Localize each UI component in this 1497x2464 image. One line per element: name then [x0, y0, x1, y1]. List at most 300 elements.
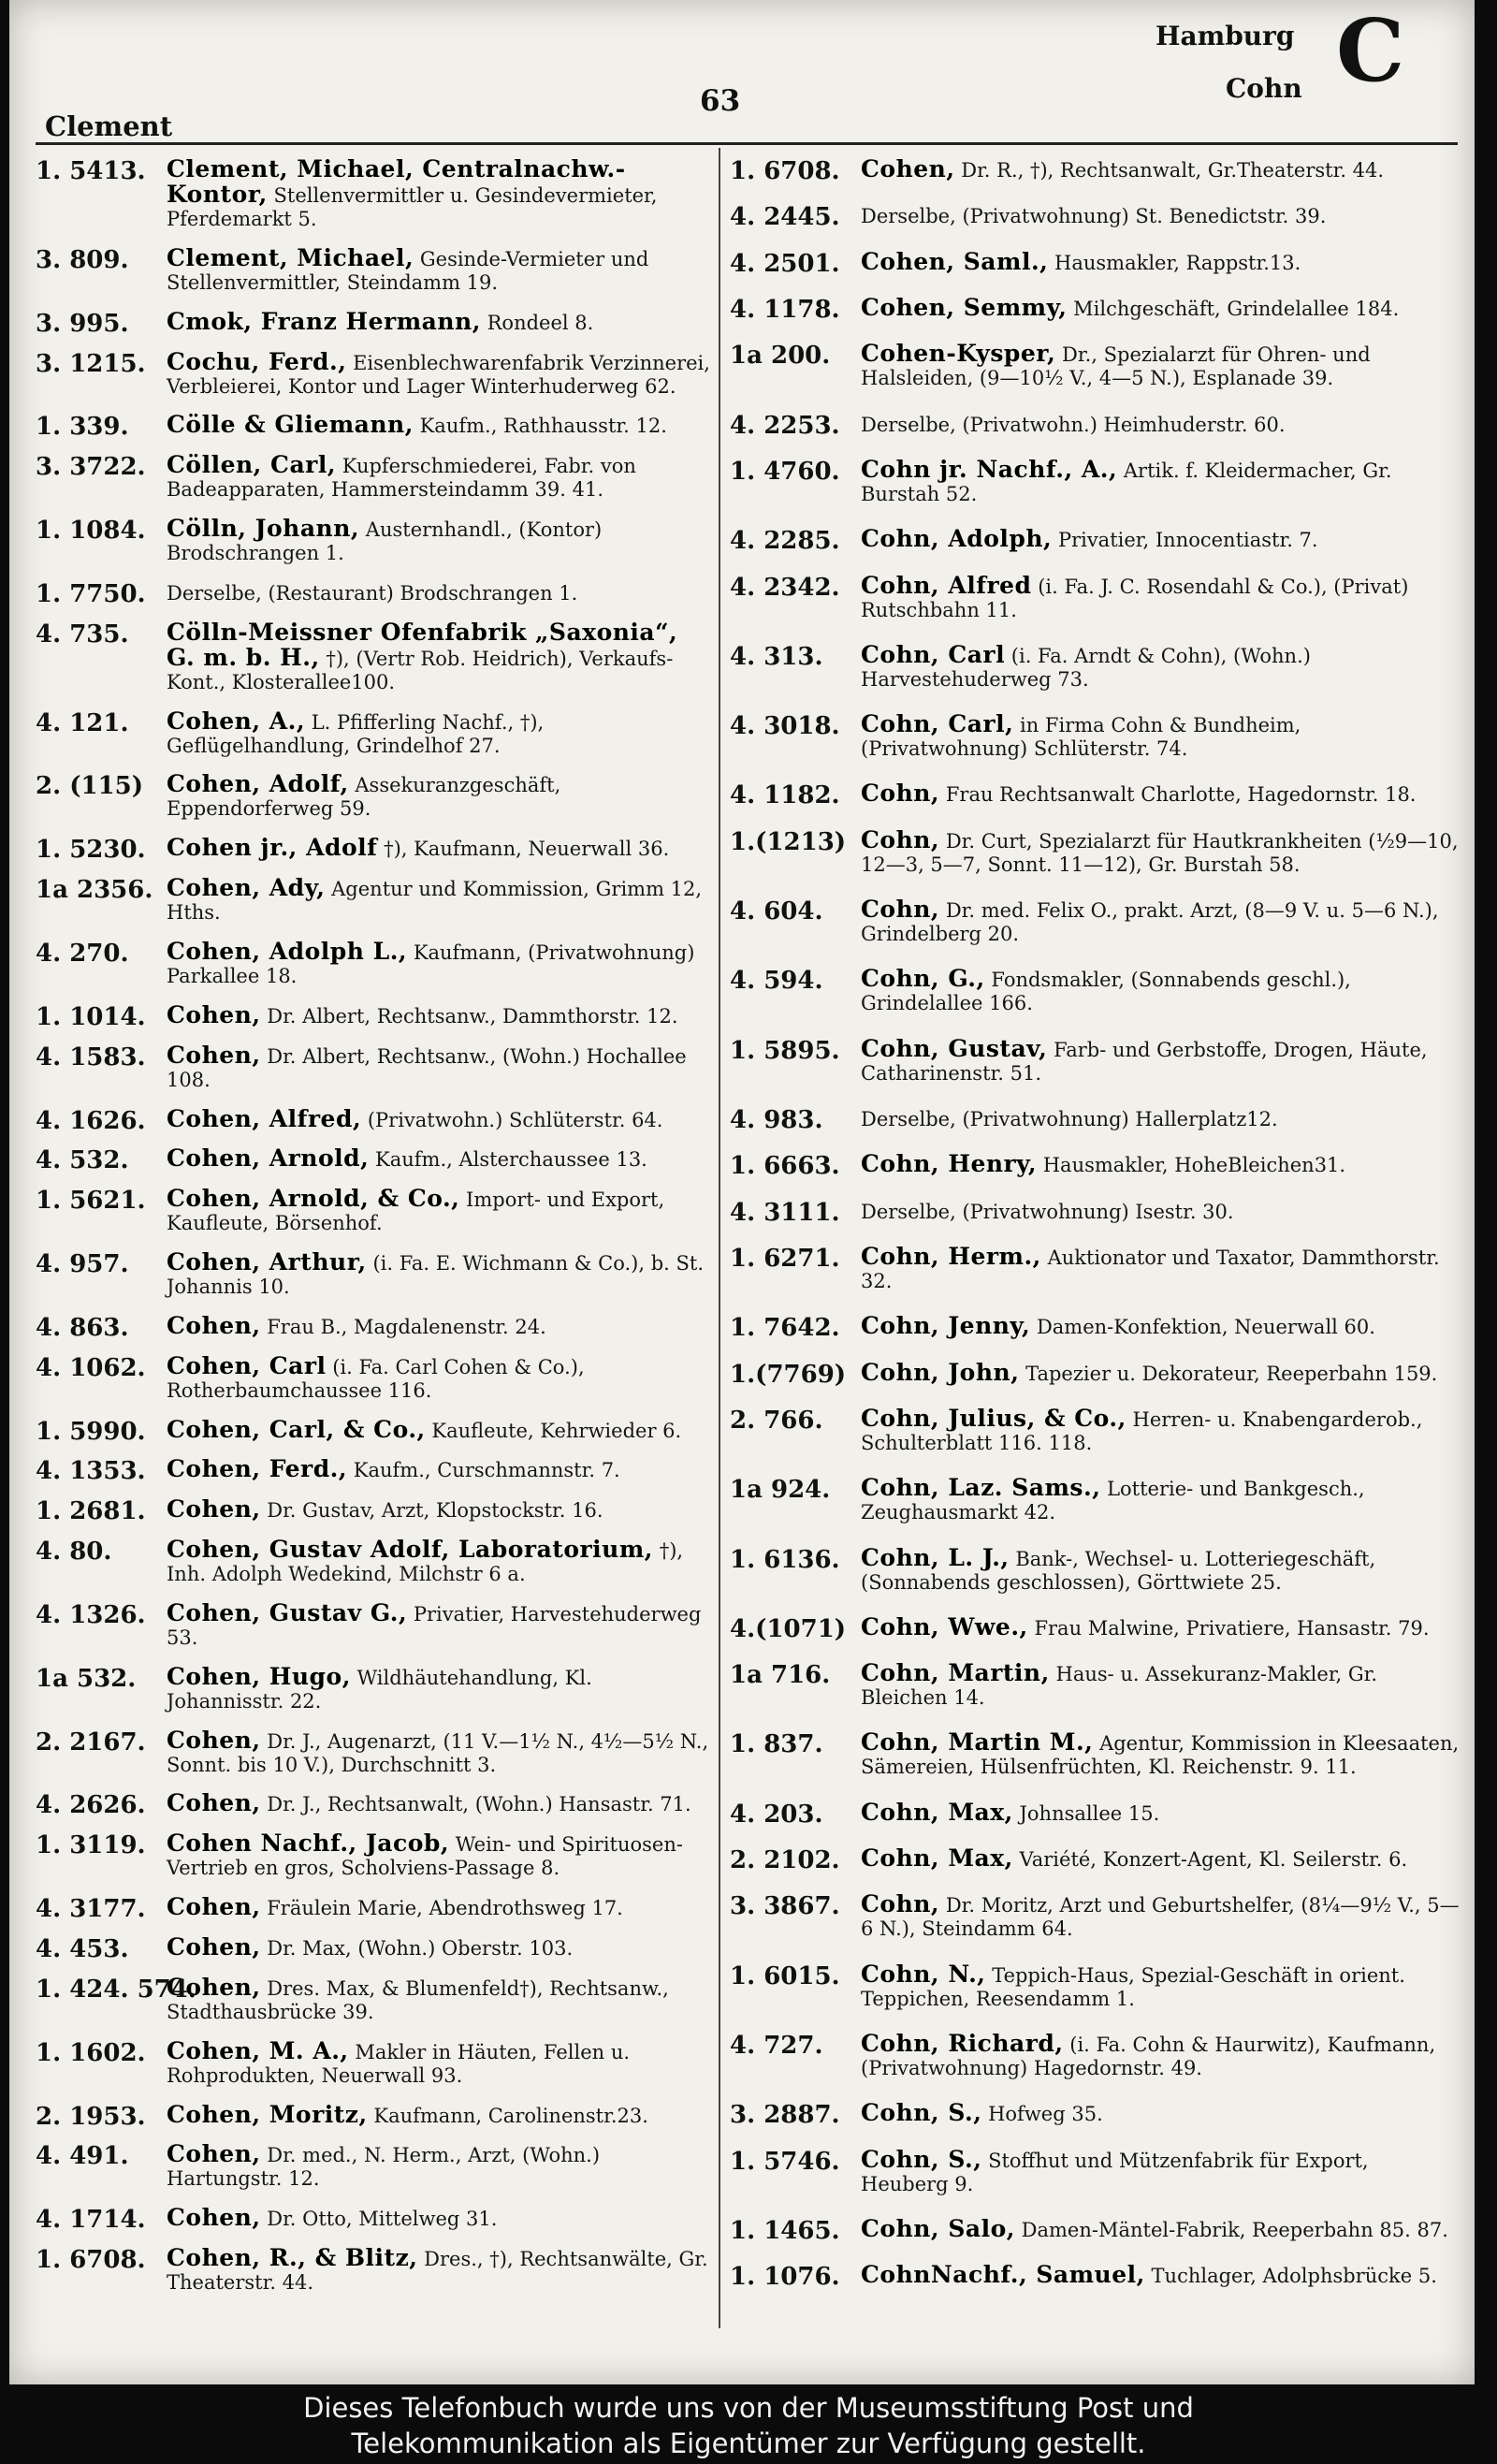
- entry-name: Cohn,: [861, 825, 940, 853]
- footer-line-2: Telekommunikation als Eigentümer zur Verfügung gestellt.: [351, 2428, 1146, 2459]
- entry-body: [861, 1242, 1460, 1293]
- entry-body: [167, 1791, 711, 1816]
- entry-body: [861, 1358, 1460, 1386]
- directory-entry: [730, 1034, 1460, 1086]
- entry-body: [861, 781, 1460, 807]
- entry-body: [861, 455, 1460, 506]
- entry-phone-number: 3. 995.: [36, 309, 129, 338]
- entry-body: [167, 1831, 711, 1880]
- entry-details: L. Pfifferling Nachf., †), Geflügelhandlung, Grindelhof 27.: [167, 710, 545, 757]
- entry-body: [167, 453, 711, 502]
- directory-entry: [36, 1893, 711, 1924]
- directory-entry: [36, 2204, 711, 2235]
- entry-phone-number: 1.(7769): [730, 1360, 847, 1389]
- entry-body: [167, 517, 711, 565]
- entry-phone-number: 3. 2887.: [730, 2101, 840, 2130]
- entry-name: Cohen,: [167, 1789, 261, 1817]
- entry-phone-number: 2. 766.: [730, 1406, 823, 1435]
- entry-name: Cohn, Jenny,: [861, 1312, 1031, 1340]
- entry-details: †), Kaufmann, Neuerwall 36.: [384, 838, 670, 861]
- entry-name: Cohn, Salo,: [861, 2214, 1015, 2242]
- entry-body: [167, 347, 711, 399]
- entry-phone-number: 4. 2342.: [730, 573, 840, 602]
- entry-phone-number: 4. 453.: [36, 1935, 129, 1963]
- entry-body: [167, 1351, 711, 1403]
- entry-name: Cohn, Carl,: [861, 710, 1014, 738]
- entry-body: [167, 2036, 711, 2088]
- directory-entry: [36, 579, 711, 608]
- entry-phone-number: 4. 80.: [36, 1538, 112, 1567]
- left-column: [36, 157, 711, 2310]
- entry-details: Kupferschmiederei, Fabr. von Badeapparaten, Hammersteindamm 39. 41.: [167, 455, 636, 502]
- entry-phone-number: 1. 5895.: [730, 1036, 840, 1065]
- entry-body: [167, 1146, 711, 1172]
- entry-name: Cohen,: [167, 1973, 261, 2001]
- entry-details: Haus- u. Assekuranz-Makler, Gr. Bleichen 14.: [861, 1663, 1378, 1710]
- directory-entry: [730, 712, 1460, 761]
- entry-name: Cöllen, Carl,: [167, 451, 337, 479]
- entry-body: [167, 157, 711, 231]
- directory-entry: [730, 155, 1460, 185]
- directory-entry: [36, 1250, 711, 1299]
- entry-body: [167, 836, 711, 861]
- entry-body: [167, 1895, 711, 1920]
- entry-phone-number: 1. 5413.: [36, 157, 146, 185]
- entry-body: [167, 2100, 711, 2128]
- entry-phone-number: 4. 3018.: [730, 712, 840, 741]
- entry-details: Dres. Max, & Blumenfeld†), Rechtsanw., Stadthausbrücke 39.: [167, 1976, 669, 2023]
- entry-body: [167, 580, 711, 605]
- header-last-name: Cohn: [1226, 73, 1302, 104]
- entry-body: [167, 1538, 711, 1586]
- directory-entry: [36, 1935, 711, 1961]
- entry-name: Cohn, S.,: [861, 2099, 982, 2127]
- entry-name: Cohen-Kysper,: [861, 340, 1056, 368]
- entry-name: Cölln-Meissner Ofenfabrik „Saxonia“, G. m. b. H.,: [167, 618, 678, 671]
- entry-name: Cohen, A.,: [167, 707, 306, 735]
- directory-entry: [730, 2261, 1460, 2292]
- entry-details: Teppich-Haus, Spezial-Geschäft in orient. Teppichen, Reesendamm 1.: [861, 1963, 1405, 2010]
- directory-entry: [36, 1104, 711, 1135]
- entry-name: Cohn, Gustav,: [861, 1034, 1048, 1062]
- directory-entry: [730, 897, 1460, 946]
- entry-details: Kaufm., Alsterchaussee 13.: [375, 1148, 647, 1172]
- entry-phone-number: 4. 2501.: [730, 249, 840, 278]
- entry-name: Cohen, Arnold,: [167, 1145, 370, 1173]
- entry-phone-number: 1a 716.: [730, 1661, 831, 1690]
- directory-entry: [36, 709, 711, 758]
- entry-name: Cohen,: [167, 2140, 261, 2168]
- entry-name: Cohn, Henry,: [861, 1150, 1038, 1178]
- entry-details: †), (Vertr Rob. Heidrich), Verkaufs-Kont., Klosterallee100.: [167, 647, 674, 693]
- entry-body: [861, 157, 1460, 182]
- directory-entry: [36, 1000, 711, 1031]
- entry-details: Stellenvermittler u. Gesindevermieter, Pferdemarkt 5.: [167, 184, 658, 230]
- entry-phone-number: 1. 3119.: [36, 1831, 146, 1860]
- entry-details: Dr. J., Rechtsanwalt, (Wohn.) Hansastr. 71.: [267, 1793, 691, 1816]
- entry-details: Kaufm., Rathhausstr. 12.: [419, 415, 667, 438]
- directory-entry: [730, 1892, 1460, 1941]
- entry-details: Makler in Häuten, Fellen u. Rohprodukten, Neuerwall 93.: [167, 2040, 631, 2087]
- directory-entry: [36, 834, 711, 865]
- entry-details: Frau B., Magdalenenstr. 24.: [267, 1315, 546, 1338]
- entry-name: Cohen,: [167, 1041, 261, 1069]
- entry-phone-number: 4. 863.: [36, 1313, 129, 1342]
- entry-details: Lotterie- und Bankgesch., Zeughausmarkt 42.: [861, 1478, 1365, 1524]
- directory-entry: [730, 1242, 1460, 1293]
- entry-name: Cohen, Arthur,: [167, 1248, 367, 1276]
- entry-phone-number: 1. 5990.: [36, 1417, 146, 1446]
- entry-name: Cohn, N.,: [861, 1960, 986, 1988]
- entry-phone-number: 1. 5621.: [36, 1187, 146, 1216]
- footer-note: [0, 2384, 1497, 2464]
- directory-entry: [730, 411, 1460, 440]
- entry-details: Gesinde-Vermieter und Stellenvermittler, Steindamm 19.: [167, 247, 649, 294]
- entry-details: Hofweg 35.: [988, 2103, 1103, 2126]
- entry-body: [167, 1662, 711, 1713]
- entry-name: Cohn,: [861, 780, 940, 808]
- directory-entry: [36, 1598, 711, 1650]
- entry-name: Cohn jr. Nachf., A.,: [861, 455, 1118, 483]
- entry-name: Cohn, L. J.,: [861, 1543, 1010, 1571]
- entry-details: Privatier, Innocentiastr. 7.: [1057, 529, 1318, 552]
- entry-phone-number: 4. 1353.: [36, 1457, 146, 1486]
- entry-name: Cohen,: [167, 1933, 261, 1961]
- directory-entry: [36, 1311, 711, 1342]
- entry-phone-number: 3. 809.: [36, 245, 129, 274]
- entry-phone-number: 1. 6015.: [730, 1961, 840, 1990]
- entry-body: [861, 712, 1460, 761]
- entry-name: Cohn, G.,: [861, 965, 985, 993]
- directory-entry: [36, 1538, 711, 1586]
- entry-body: [861, 2214, 1460, 2242]
- entry-details: Kaufmann, (Privatwohnung) Parkallee 18.: [167, 940, 695, 987]
- entry-phone-number: 4. 203.: [730, 1800, 823, 1829]
- directory-entry: [36, 1728, 711, 1777]
- directory-entry: [36, 517, 711, 565]
- entry-phone-number: 1. 5230.: [36, 836, 146, 865]
- entry-name: Cölle & Gliemann,: [167, 411, 414, 439]
- entry-phone-number: 1. 6708.: [36, 2246, 146, 2275]
- entry-name: Cohn, Richard,: [861, 2030, 1064, 2057]
- entry-phone-number: 4. 983.: [730, 1106, 823, 1134]
- directory-entry: [36, 2036, 711, 2088]
- entry-name: Cohn, Max,: [861, 1798, 1013, 1826]
- entry-body: [861, 1730, 1460, 1779]
- entry-details: (i. Fa. Carl Cohen & Co.), Rotherbaumchaussee 116.: [167, 1355, 585, 1402]
- entry-phone-number: 4. 121.: [36, 708, 129, 737]
- entry-details: Dr. Otto, Mittelweg 31.: [267, 2208, 498, 2231]
- entry-body: [167, 937, 711, 988]
- entry-name: Cohn, Alfred: [861, 571, 1032, 599]
- entry-details: Austernhandl., (Kontor) Brodschrangen 1.: [167, 518, 603, 565]
- entry-details: Derselbe, (Privatwohnung) Hallerplatz12.: [861, 1108, 1278, 1130]
- directory-entry: [730, 1476, 1460, 1524]
- entry-name: CohnNachf., Samuel,: [861, 2261, 1145, 2289]
- entry-details: Rondeel 8.: [487, 311, 594, 334]
- entry-name: Cohen Nachf., Jacob,: [167, 1830, 450, 1858]
- directory-entry: [730, 825, 1460, 877]
- right-column: [730, 157, 1460, 2310]
- entry-body: [167, 1000, 711, 1028]
- entry-details: †), Inh. Adolph Wedekind, Milchstr 6 a.: [167, 1539, 684, 1586]
- entry-name: Cohen, Hugo,: [167, 1662, 351, 1690]
- footer-line-1: Dieses Telefonbuch wurde uns von der Museumsstiftung Post und: [303, 2392, 1194, 2424]
- entry-phone-number: 4. 594.: [730, 967, 823, 996]
- entry-details: Dres., †), Rechtsanwälte, Gr. Theaterstr. 44.: [167, 2248, 708, 2295]
- directory-entry: [730, 525, 1460, 556]
- entry-body: [861, 2263, 1460, 2288]
- entry-phone-number: 3. 3867.: [730, 1892, 840, 1921]
- directory-entry: [730, 1150, 1460, 1181]
- entry-name: Cohn,: [861, 896, 940, 924]
- entry-body: [167, 1311, 711, 1339]
- entry-body: [167, 413, 711, 438]
- entry-body: [861, 1892, 1460, 1941]
- entry-phone-number: 4. 1626.: [36, 1106, 146, 1135]
- directory-entry: [36, 1145, 711, 1175]
- directory-entry: [36, 2142, 711, 2191]
- directory-entry: [730, 293, 1460, 324]
- entry-name: Cohen, Moritz,: [167, 2100, 368, 2128]
- entry-name: Cohen, Alfred,: [167, 1104, 362, 1132]
- entry-name: Cohn, Carl: [861, 640, 1006, 668]
- entry-phone-number: 4. 2285.: [730, 527, 840, 556]
- entry-body: [167, 1935, 711, 1961]
- directory-entry: [730, 640, 1460, 692]
- entry-details: in Firma Cohn & Bundheim, (Privatwohnung) Schlüterstr. 74.: [861, 714, 1301, 761]
- directory-entry: [730, 2214, 1460, 2245]
- entry-body: [861, 1846, 1460, 1872]
- entry-details: Dr. J., Augenarzt, (11 V.—1½ N., 4½—5½ N., Sonnt. bis 10 V.), Durchschnitt 3.: [167, 1729, 709, 1776]
- entry-details: Kaufleute, Kehrwieder 6.: [431, 1419, 682, 1442]
- entry-details: Privatier, Harvestehuderweg 53.: [167, 1602, 702, 1649]
- entry-details: Auktionator und Taxator, Dammthorstr. 32.: [861, 1246, 1440, 1292]
- entry-details: Dr. Moritz, Arzt und Geburtshelfer, (8¼—9½ V., 5—6 N.), Steindamm 64.: [861, 1894, 1460, 1941]
- directory-entry: [730, 1358, 1460, 1389]
- entry-phone-number: 1. 424. 574.: [36, 1975, 196, 2004]
- entry-details: (i. Fa. E. Wichmann & Co.), b. St. Johannis 10.: [167, 1252, 705, 1299]
- entry-name: Cohen, Adolph L.,: [167, 937, 408, 965]
- entry-phone-number: 1a 2356.: [36, 876, 153, 905]
- entry-body: [861, 967, 1460, 1015]
- entry-body: [861, 1476, 1460, 1524]
- entry-name: Cohen, Semmy,: [861, 293, 1068, 321]
- entry-phone-number: 4. 1062.: [36, 1353, 146, 1382]
- entry-name: Cohen, Saml.,: [861, 247, 1049, 275]
- directory-entry: [36, 1415, 711, 1446]
- entry-phone-number: 4.(1071): [730, 1614, 847, 1643]
- entry-name: Cohen, Adolf,: [167, 770, 349, 798]
- entry-name: Cohen,: [167, 1311, 261, 1339]
- entry-body: [861, 2032, 1460, 2080]
- entry-details: (i. Fa. J. C. Rosendahl & Co.), (Privat) Rutschbahn 11.: [861, 575, 1409, 621]
- directory-entry: [730, 1798, 1460, 1829]
- directory-entry: [730, 203, 1460, 232]
- entry-name: Cohen jr., Adolf: [167, 834, 378, 862]
- entry-details: Tuchlager, Adolphsbrücke 5.: [1151, 2265, 1437, 2288]
- entry-details: Wildhäutehandlung, Kl. Johannisstr. 22.: [167, 1666, 592, 1713]
- entry-phone-number: 2. 2167.: [36, 1728, 146, 1757]
- entry-phone-number: 4. 270.: [36, 939, 129, 968]
- entry-phone-number: 1. 1076.: [730, 2263, 840, 2292]
- entry-details: Derselbe, (Privatwohnung) Isestr. 30.: [861, 1200, 1234, 1223]
- entry-name: Cohen,: [167, 1000, 261, 1028]
- entry-name: Cohn, S.,: [861, 2145, 982, 2173]
- entry-phone-number: 1. 6136.: [730, 1545, 840, 1574]
- entry-phone-number: 4. 727.: [730, 2032, 823, 2060]
- entry-phone-number: 4. 735.: [36, 620, 129, 649]
- directory-page: [9, 0, 1475, 2384]
- entry-phone-number: 1.(1213): [730, 827, 847, 856]
- entry-body: [167, 1187, 711, 1235]
- directory-entry: [730, 1612, 1460, 1643]
- entry-name: Cohn, Martin M.,: [861, 1728, 1094, 1757]
- entry-name: Cohn, Max,: [861, 1844, 1013, 1873]
- entry-name: Cohn, Herm.,: [861, 1242, 1041, 1270]
- entry-phone-number: 1. 837.: [730, 1730, 823, 1759]
- entry-name: Cohen, Carl, & Co.,: [167, 1415, 426, 1443]
- entry-body: [167, 2206, 711, 2231]
- entry-details: Farb- und Gerbstoffe, Drogen, Häute, Catharinenstr. 51.: [861, 1038, 1428, 1085]
- entry-body: [861, 1543, 1460, 1595]
- entry-name: Cohen, Carl: [167, 1351, 327, 1379]
- directory-entry: [36, 1495, 711, 1526]
- entry-name: Cohn,: [861, 1890, 940, 1918]
- entry-body: [167, 2246, 711, 2295]
- entry-body: [861, 527, 1460, 552]
- directory-entry: [36, 453, 711, 502]
- entry-body: [167, 1043, 711, 1092]
- entry-details: Tapezier u. Dekorateur, Reeperbahn 159.: [1025, 1362, 1438, 1385]
- entry-name: Cohen, Ferd.,: [167, 1455, 348, 1483]
- entry-body: [861, 1798, 1460, 1826]
- entry-body: [861, 1404, 1460, 1455]
- entry-details: Kaufmann, Carolinenstr.23.: [373, 2104, 648, 2127]
- directory-entry: [730, 780, 1460, 810]
- directory-entry: [36, 1187, 711, 1235]
- directory-entry: [730, 571, 1460, 622]
- entry-phone-number: 1. 1014.: [36, 1002, 146, 1031]
- directory-entry: [730, 455, 1460, 506]
- entry-body: [167, 1728, 711, 1777]
- entry-name: Cohn, Martin,: [861, 1659, 1050, 1687]
- column-divider: [719, 148, 720, 2328]
- entry-details: (i. Fa. Arndt & Cohn), (Wohn.) Harvestehuderweg 73.: [861, 644, 1311, 691]
- entry-phone-number: 4. 2445.: [730, 203, 840, 232]
- entry-phone-number: 1. 1084.: [36, 517, 146, 546]
- entry-phone-number: 4. 3177.: [36, 1895, 146, 1924]
- entry-phone-number: 1. 7642.: [730, 1314, 840, 1343]
- entry-phone-number: 4. 1178.: [730, 295, 840, 324]
- entry-details: Assekuranzgeschäft, Eppendorferweg 59.: [167, 774, 561, 821]
- entry-body: [861, 412, 1460, 437]
- entry-body: [167, 1104, 711, 1132]
- entry-details: Stoffhut und Mützenfabrik für Export, Heuberg 9.: [861, 2149, 1369, 2195]
- entry-body: [861, 1612, 1460, 1640]
- entry-phone-number: 4. 2253.: [730, 411, 840, 440]
- entry-details: Fondsmakler, (Sonnabends geschl.), Grindelallee 166.: [861, 969, 1351, 1015]
- directory-entry: [36, 1455, 711, 1486]
- entry-body: [861, 640, 1460, 692]
- entry-body: [861, 1314, 1460, 1339]
- entry-body: [861, 1962, 1460, 2011]
- directory-entry: [36, 620, 711, 694]
- entry-body: [167, 1497, 711, 1523]
- directory-entry: [36, 307, 711, 338]
- entry-details: (i. Fa. Cohn & Haurwitz), Kaufmann, (Privatwohnung) Hagedornstr. 49.: [861, 2034, 1436, 2079]
- entry-name: Cohen,: [167, 2204, 261, 2232]
- header-city: Hamburg: [1155, 21, 1295, 51]
- entry-details: Hausmakler, Rappstr.13.: [1054, 251, 1301, 274]
- entry-name: Cohen,: [167, 1726, 261, 1754]
- entry-details: Derselbe, (Privatwohn.) Heimhuderstr. 60.: [861, 413, 1286, 436]
- entry-phone-number: 4. 957.: [36, 1250, 129, 1279]
- entry-body: [167, 620, 711, 694]
- entry-body: [861, 1199, 1460, 1224]
- entry-details: Milchgeschäft, Grindelallee 184.: [1073, 297, 1400, 320]
- directory-entry: [36, 411, 711, 442]
- entry-name: Cohen,: [167, 1893, 261, 1921]
- directory-entry: [36, 2100, 711, 2131]
- entry-details: Dr. Albert, Rechtsanw., (Wohn.) Hochallee 108.: [167, 1044, 687, 1091]
- directory-entry: [730, 1543, 1460, 1595]
- entry-details: Damen-Konfektion, Neuerwall 60.: [1036, 1316, 1375, 1339]
- entry-name: Cohn, Adolph,: [861, 525, 1053, 553]
- entry-body: [167, 1457, 711, 1482]
- directory-entry: [36, 1973, 711, 2024]
- entry-name: Cohen,: [861, 155, 955, 182]
- directory-entry: [730, 1844, 1460, 1875]
- entry-body: [167, 1598, 711, 1650]
- page-number: 63: [700, 84, 741, 118]
- entry-details: (Privatwohn.) Schlüterstr. 64.: [367, 1108, 663, 1131]
- directory-entry: [36, 876, 711, 925]
- entry-phone-number: 1. 6663.: [730, 1152, 840, 1181]
- entry-name: Cohen, Arnold, & Co.,: [167, 1185, 460, 1213]
- entry-body: [861, 247, 1460, 275]
- entry-body: [861, 1661, 1460, 1710]
- entry-details: Variété, Konzert-Agent, Kl. Seilerstr. 6.: [1019, 1848, 1408, 1872]
- entry-body: [861, 1034, 1460, 1086]
- entry-name: Cölln, Johann,: [167, 515, 360, 543]
- entry-body: [167, 243, 711, 295]
- directory-entry: [36, 157, 711, 231]
- entry-phone-number: 1a 924.: [730, 1476, 831, 1505]
- entry-details: Frau Rechtsanwalt Charlotte, Hagedornstr. 18.: [945, 783, 1417, 807]
- entry-body: [167, 1415, 711, 1443]
- entry-details: Kaufm., Curschmannstr. 7.: [353, 1459, 620, 1482]
- header-rule: [36, 142, 1458, 145]
- entry-body: [861, 825, 1460, 877]
- entry-details: Frau Malwine, Privatiere, Hansastr. 79.: [1034, 1616, 1430, 1640]
- entry-name: Clement, Michael,: [167, 243, 414, 271]
- directory-entry: [36, 1662, 711, 1713]
- entry-body: [167, 876, 711, 925]
- entry-body: [167, 1250, 711, 1299]
- directory-entry: [730, 1661, 1460, 1710]
- entry-body: [861, 1152, 1460, 1177]
- directory-entry: [730, 1962, 1460, 2011]
- entry-body: [861, 203, 1460, 228]
- entry-details: Eisenblechwarenfabrik Verzinnerei, Verbleierei, Kontor und Lager Winterhuderweg 62.: [167, 351, 710, 398]
- directory-entry: [730, 2145, 1460, 2196]
- entry-phone-number: 4. 1583.: [36, 1042, 146, 1072]
- entry-name: Cohn, Laz. Sams.,: [861, 1474, 1101, 1502]
- entry-name: Cohen, Ady,: [167, 874, 326, 902]
- entry-phone-number: 3. 3722.: [36, 453, 146, 482]
- entry-name: Clement, Michael, Centralnachw.-Kontor,: [167, 155, 626, 208]
